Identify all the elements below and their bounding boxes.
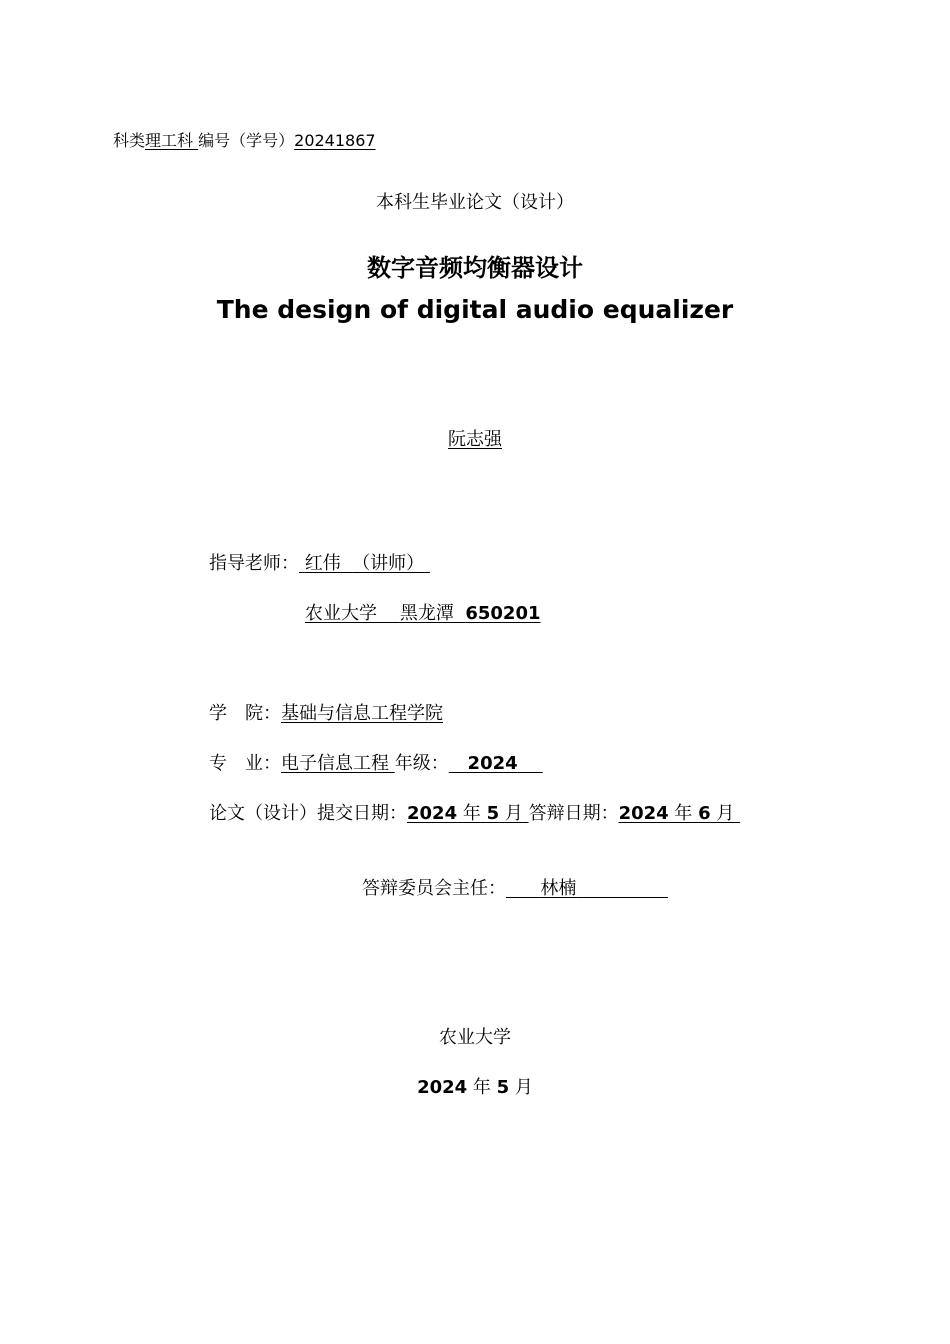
- category-value: 理工科: [145, 131, 194, 150]
- committee-label: 答辩委员会主任：: [362, 878, 506, 899]
- address-line: [305, 599, 541, 625]
- address-city: 黑龙潭: [399, 603, 454, 624]
- grade-label: 年级：: [394, 753, 449, 774]
- author-name: 阮志强: [448, 429, 502, 450]
- defense-date-label: 答辩日期：: [528, 803, 619, 824]
- defense-date-value: 2024 年 6 月: [618, 803, 735, 824]
- id-value: 20241867: [294, 131, 376, 150]
- major-line: [209, 749, 543, 775]
- category-label: 科类: [113, 131, 146, 150]
- college-value: 基础与信息工程学院: [281, 703, 443, 724]
- id-label: 编号（学号）: [198, 131, 295, 150]
- doc-type: 本科生毕业论文（设计）: [376, 192, 574, 213]
- committee-value: 林楠: [540, 878, 577, 899]
- dates-line: [209, 799, 740, 825]
- submit-date-value: 2024 年 5 月: [407, 803, 523, 824]
- major-label: 专 业：: [209, 753, 281, 774]
- advisor-line: [209, 549, 430, 575]
- footer-date: 2024 年 5 月: [417, 1077, 533, 1098]
- college-label: 学 院：: [209, 703, 281, 724]
- address-university: 农业大学: [305, 603, 377, 624]
- submit-date-label: 论文（设计）提交日期：: [209, 803, 407, 824]
- major-value: 电子信息工程: [281, 753, 389, 774]
- advisor-label: 指导老师：: [209, 553, 299, 574]
- address-postcode: 650201: [465, 603, 541, 624]
- title-cn: 数字音频均衡器设计: [367, 254, 583, 282]
- committee-line: [362, 874, 668, 900]
- footer-university: 农业大学: [439, 1027, 511, 1048]
- grade-value: 2024: [467, 753, 518, 774]
- title-en: The design of digital audio equalizer: [216, 295, 734, 324]
- advisor-value: 红伟 （讲师）: [304, 553, 425, 574]
- college-line: [209, 699, 443, 725]
- header-line: [113, 128, 376, 151]
